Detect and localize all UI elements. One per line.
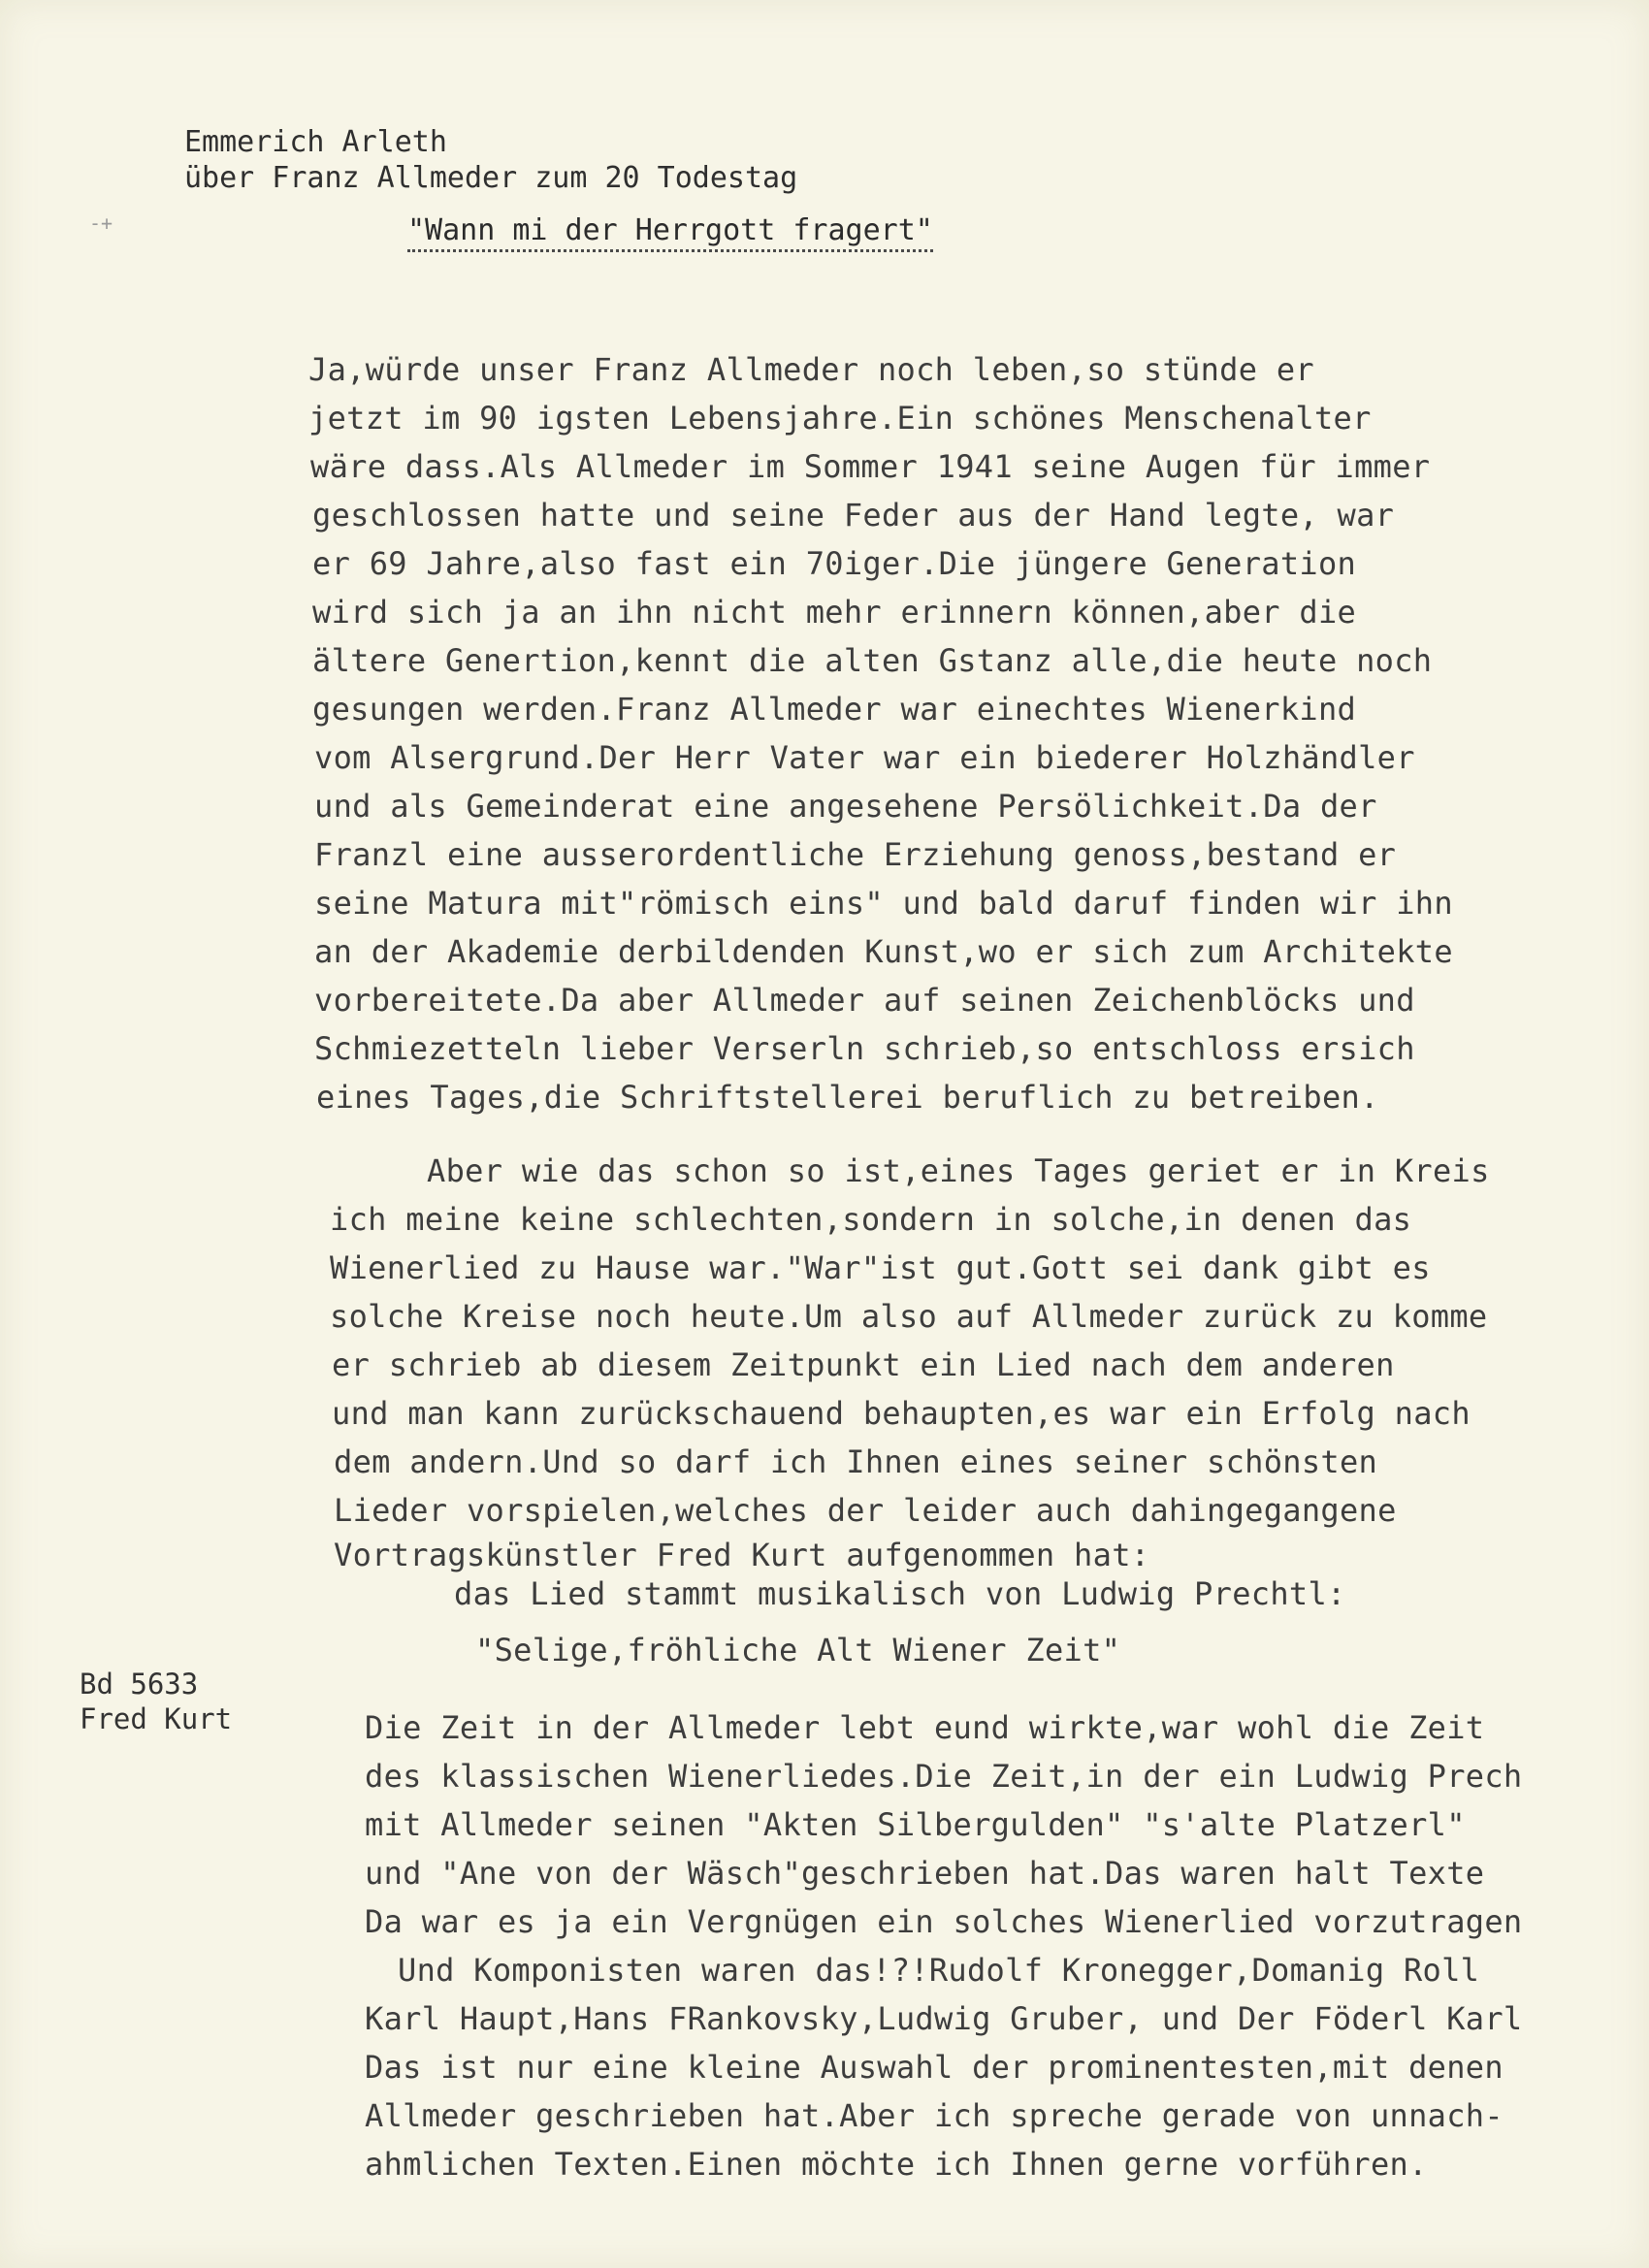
text-line: wäre dass.Als Allmeder im Sommer 1941 seine Augen für immer (310, 448, 1431, 485)
text-line: vorbereitete.Da aber Allmeder auf seinen Zeichenblöcks und (314, 982, 1415, 1019)
text-line: an der Akademie derbildenden Kunst,wo er sich zum Architekte (314, 933, 1453, 970)
text-line: Vortragskünstler Fred Kurt aufgenommen hat: (334, 1537, 1150, 1573)
header-subtitle: über Franz Allmeder zum 20 Todestag (184, 161, 798, 195)
text-line: er schrieb ab diesem Zeitpunkt ein Lied nach dem anderen (332, 1346, 1395, 1383)
text-line: geschlossen hatte und seine Feder aus der Hand legte, war (312, 497, 1395, 534)
text-line: seine Matura mit"römisch eins" und bald daruf finden wir ihn (314, 885, 1453, 922)
text-line: und "Ane von der Wäsch"geschrieben hat.Das waren halt Texte (365, 1855, 1485, 1892)
text-line: und als Gemeinderat eine angesehene Persölichkeit.Da der (314, 788, 1377, 825)
document-title: "Wann mi der Herrgott fragert" (407, 213, 933, 252)
text-line: Und Komponisten waren das!?!Rudolf Kronegger,Domanig Roll (398, 1952, 1480, 1989)
text-line: ich meine keine schlechten,sondern in solche,in denen das (330, 1201, 1412, 1238)
text-line: Allmeder geschrieben hat.Aber ich spreche gerade von unnach- (365, 2097, 1504, 2134)
text-line: Franzl eine ausserordentliche Erziehung genoss,bestand er (314, 836, 1397, 873)
text-line: solche Kreise noch heute.Um also auf Allmeder zurück zu komme (330, 1298, 1488, 1335)
text-line: Das ist nur eine kleine Auswahl der prominentesten,mit denen (365, 2049, 1504, 2086)
text-line: eines Tages,die Schriftstellerei beruflich zu betreiben. (316, 1079, 1379, 1116)
text-line: Schmiezetteln lieber Verserln schrieb,so entschloss ersich (314, 1030, 1415, 1067)
note-catalog-number: Bd 5633 (80, 1668, 199, 1701)
text-line: Wienerlied zu Hause war."War"ist gut.Gott sei dank gibt es (330, 1249, 1431, 1286)
text-line: Die Zeit in der Allmeder lebt eund wirkte,war wohl die Zeit (365, 1709, 1485, 1746)
song-title: "Selige,fröhliche Alt Wiener Zeit" (475, 1632, 1121, 1669)
text-line: er 69 Jahre,also fast ein 70iger.Die jüngere Generation (312, 545, 1357, 582)
text-line: jetzt im 90 igsten Lebensjahre.Ein schönes Menschenalter (308, 400, 1372, 437)
text-line: Ja,würde unser Franz Allmeder noch leben,so stünde er (308, 351, 1314, 388)
text-line: und man kann zurückschauend behaupten,es war ein Erfolg nach (332, 1395, 1471, 1432)
text-line: ältere Genertion,kennt die alten Gstanz alle,die heute noch (312, 642, 1433, 679)
text-line: wird sich ja an ihn nicht mehr erinnern können,aber die (312, 594, 1357, 631)
text-line: Lieder vorspielen,welches der leider auch dahingegangene (334, 1492, 1397, 1529)
text-line: vom Alsergrund.Der Herr Vater war ein biederer Holzhändler (314, 739, 1415, 776)
document-header (184, 124, 797, 196)
text-line: ahmlichen Texten.Einen möchte ich Ihnen gerne vorführen. (365, 2146, 1428, 2183)
text-line: das Lied stammt musikalisch von Ludwig Prechtl: (454, 1575, 1346, 1612)
author-name: Emmerich Arleth (184, 125, 447, 159)
margin-note (80, 1667, 232, 1736)
text-line: gesungen werden.Franz Allmeder war einechtes Wienerkind (312, 691, 1357, 728)
margin-mark: -+ (89, 211, 113, 235)
text-line: mit Allmeder seinen "Akten Silbergulden" "s'alte Platzerl" (365, 1806, 1466, 1843)
text-line: Karl Haupt,Hans FRankovsky,Ludwig Gruber, und Der Föderl Karl (365, 2000, 1523, 2037)
text-line: Da war es ja ein Vergnügen ein solches Wienerlied vorzutragen (365, 1903, 1523, 1940)
note-performer: Fred Kurt (80, 1702, 233, 1735)
text-line: Aber wie das schon so ist,eines Tages geriet er in Kreis (427, 1152, 1490, 1189)
text-line: dem andern.Und so darf ich Ihnen eines seiner schönsten (334, 1443, 1378, 1480)
text-line: des klassischen Wienerliedes.Die Zeit,in der ein Ludwig Prech (365, 1758, 1523, 1795)
